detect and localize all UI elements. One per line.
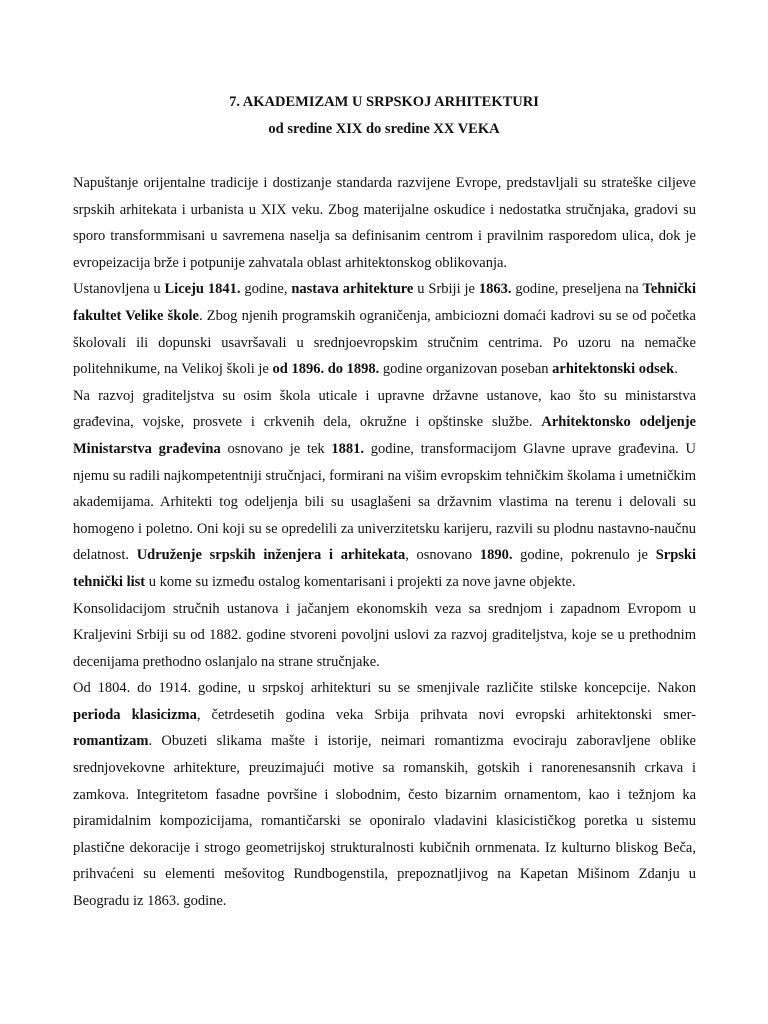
bold-text-run: 1890. — [479, 547, 513, 564]
bold-text-run: 1881. — [331, 440, 365, 457]
paragraph — [73, 675, 696, 914]
text-run: godine, — [240, 281, 292, 298]
text-run: godine, transformacijom Glavne uprave građevina. U njemu su radili najkompetentniji stručnjaci, formirani na višim evropskim tehničkim školama i umetničkim akademijama. Arhitekti tog odeljenja bili su usaglašeni sa državnim vlastima na terenu i delovali su homogeno i poletno. Oni koji su se opredelili za univerzitetsku karijeru, razvili su plodnu nastavno-naučnu delatnost. — [73, 440, 696, 564]
text-run: . Obuzeti slikama mašte i istorije, neimari romantizma evociraju zaboravljene oblike srednjovekovne arhitekture, preuzimajući motive sa romanskih, gotskih i ranorenesansnih crkava i zamkova. Integritetom fasadne površine i slobodnim, često bizarnim ornamentom, kao i težnjom ka piramidalnim kompozicijama, romantičarski se oponiralo vladavini klasicističkog poretka u sistemu plastične dekoracije i strogo geometrijskoj strukturalnosti kubičnih ornmenata. Iz kulturno bliskog Beča, prihvaćeni su elementi mešovitog Rundbogenstila, prepoznatljivog na Kapetan Mišinom Zdanju u Beogradu iz 1863. godine. — [73, 733, 696, 910]
text-run: . Zbog njenih programskih ograničenja, ambiciozni domaći kadrovi su se od početka školovali ili dopunski usavršavali u srednjoevropskim stručnim centrima. Po uzoru na nemačke politehnikume, na Velikoj školi je — [73, 307, 696, 378]
text-run: , osnovano — [405, 547, 480, 564]
bold-text-run: 1863. — [478, 281, 512, 298]
text-run: osnovano je tek — [220, 440, 332, 457]
text-run: Napuštanje orijentalne tradicije i dostizanje standarda razvijene Evrope, predstavljali su strateške ciljeve srpskih arhitekata i urbanista u XIX veku. Zbog materijalne oskudice i nedostatka stručnjaka, gradovi su sporo transformmisani u savremena naselja sa definisanim centrom i pravilnim rasporedom ulica, dok je evropeizacija brže i potpunije zahvatala oblast arhitektonskog oblikovanja. — [73, 175, 696, 271]
bold-text-run: Srpski tehnički list — [73, 547, 696, 590]
text-run: Na razvoj graditeljstva su osim škola uticale i upravne državne ustanove, kao što su ministarstva građevina, vojske, prosvete i crkvenih dela, okružne i opštinske službe. — [73, 387, 696, 431]
bold-text-run: Arhitektonsko odeljenje Ministarstva građevina — [73, 414, 696, 457]
document-subtitle: od sredine XIX do sredine XX VEKA — [268, 121, 500, 137]
text-run: godine, preseljena na — [511, 281, 643, 298]
bold-text-run: Udruženje srpskih inženjera i arhitekata — [136, 547, 406, 564]
bold-text-run: nastava arhitekture — [291, 281, 414, 298]
paragraph — [73, 596, 696, 676]
paragraph — [73, 383, 696, 596]
text-run: Ustanovljena u — [73, 281, 165, 298]
text-run: godine organizovan poseban — [379, 361, 553, 378]
text-run: u kome su između ostalog komentarisani i projekti za nove javne objekte. — [145, 573, 576, 590]
text-run: Konsolidacijom stručnih ustanova i jačanjem ekonomskih veza sa srednjom i zapadnom Evropom u Kraljevini Srbiji su od 1882. godine stvoreni povoljni uslovi za razvoj graditeljstva, koje se u prethodnim decenijama prethodno oslanjalo na strane stručnjake. — [73, 600, 696, 670]
bold-text-run: Tehnički fakultet Velike škole — [73, 281, 696, 324]
bold-text-run: perioda klasicizma — [73, 706, 197, 723]
document-title: 7. AKADEMIZAM U SRPSKOJ ARHITEKTURI — [229, 94, 539, 110]
document-body — [73, 170, 696, 915]
text-run: godine, pokrenulo je — [512, 547, 656, 564]
bold-text-run: arhitektonski odsek — [552, 361, 675, 378]
text-run: Od 1804. do 1914. godine, u srpskoj arhitekturi su se smenjivale različite stilske koncepcije. Nakon — [73, 680, 696, 697]
bold-text-run: od 1896. do 1898. — [272, 361, 380, 378]
text-run: . — [674, 361, 678, 378]
paragraph — [73, 276, 696, 382]
bold-text-run: romantizam — [73, 733, 149, 750]
text-run: u Srbiji je — [413, 281, 479, 298]
text-run: , četrdesetih godina veka Srbija prihvata novi evropski arhitektonski smer- — [196, 706, 696, 723]
paragraph — [73, 170, 696, 276]
bold-text-run: Liceju 1841. — [164, 281, 241, 298]
